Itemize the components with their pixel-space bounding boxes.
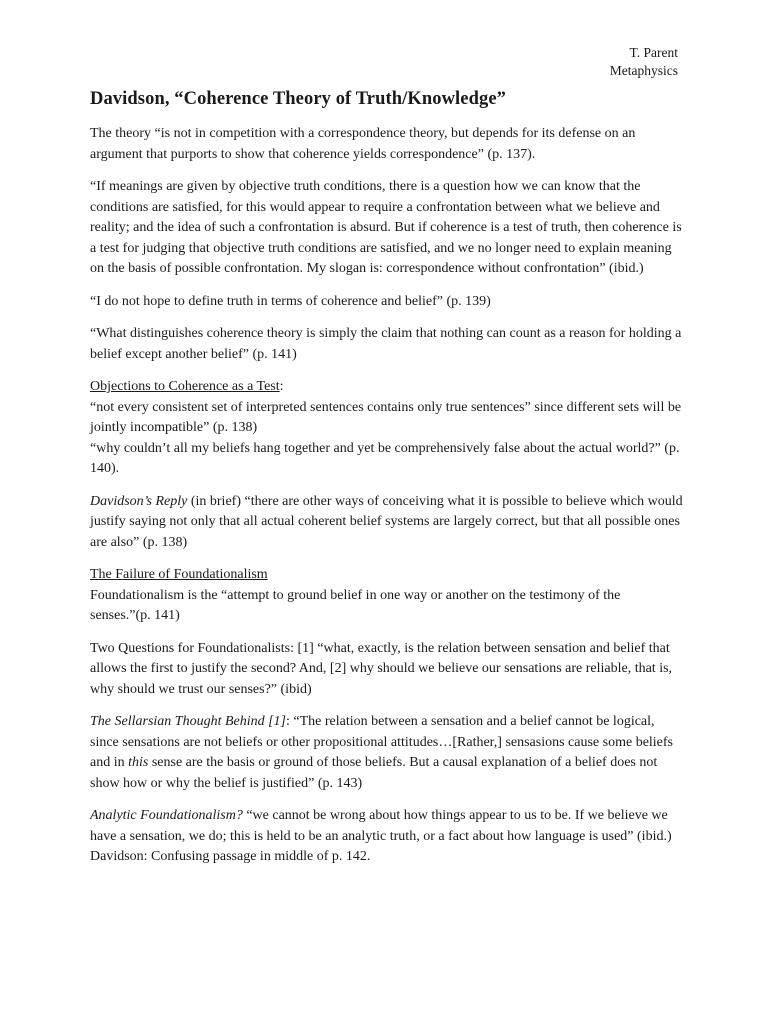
objections-heading-colon: : — [279, 379, 284, 394]
objections-section — [90, 377, 684, 480]
course-name: Metaphysics — [609, 63, 678, 78]
paragraph-theory: The theory “is not in competition with a correspondence theory, but depends for its defense on an argument that purports to show that coherence yields correspondence” (p. 137). — [90, 126, 636, 162]
paragraph-davidson-reply — [90, 492, 684, 554]
sellarsian-emphasis: this — [128, 755, 149, 770]
paragraph-distinguishes: “What distinguishes coherence theory is simply the claim that nothing can count as a reason for holding a belief except another belief” (p. 141) — [90, 326, 682, 362]
objection-item-2: “why couldn’t all my beliefs hang together and yet be comprehensively false about the actual world?” (p. 140). — [90, 440, 680, 476]
foundationalism-heading-line — [90, 565, 684, 586]
reply-label: Davidson’s Reply — [90, 493, 188, 509]
objections-heading-line — [90, 377, 684, 398]
sellarsian-text-b: sense are the basis or ground of those beliefs. But a causal explanation of a belief does not show how or why the belief is justified” (p. 143) — [90, 755, 658, 791]
paragraph-meanings-quote: “If meanings are given by objective truth conditions, there is a question how we can know that the conditions are satisfied, for this would appear to require a confrontation between what we believe and reality; and the idea of such a confrontation is absurd. But if coherence is a test of truth, then coherence is a test for judging that objective truth conditions are satisfied, and we no longer need to explain meaning on the basis of possible confrontation. My slogan is: correspondence without confrontation” (ibid.) — [90, 179, 682, 276]
sellarsian-label: The Sellarsian Thought Behind [1] — [90, 714, 287, 729]
foundationalism-heading: The Failure of Foundationalism — [90, 567, 268, 582]
paragraph-sellarsian — [90, 712, 684, 794]
foundationalism-text: Foundationalism is the “attempt to ground belief in one way or another on the testimony of the senses.”(p. 141) — [90, 587, 621, 623]
sellarsian-text-a: : “The relation between a sensation and a belief cannot be logical, since sensations are not beliefs or other propositional attitudes…[Rather,] sensasions cause some beliefs and in — [90, 714, 674, 770]
paragraph-analytic — [90, 806, 684, 868]
analytic-text: “we cannot be wrong about how things appear to us to be. If we believe we have a sensation, we do; this is held to be an analytic truth, or a fact about how language is used” (ibid.) Davidson: Confusing passage in middle of p. 142. — [90, 808, 672, 864]
author-name: T. Parent — [629, 45, 678, 60]
objection-item-1: “not every consistent set of interpreted sentences contains only true sentences” since different sets will be jointly incompatible” (p. 138) — [90, 399, 682, 435]
analytic-label: Analytic Foundationalism? — [90, 808, 243, 823]
paragraph-two-questions: Two Questions for Foundationalists: [1] “what, exactly, is the relation between sensation and belief that allows the first to justify the second? And, [2] why should we believe our sensations are reliable, that is, why should we trust our senses?” (ibid) — [90, 640, 673, 697]
objections-heading: Objections to Coherence as a Test — [90, 379, 280, 394]
header — [90, 44, 678, 80]
document-page — [90, 44, 684, 880]
foundationalism-section — [90, 565, 684, 627]
document-title: Davidson, “Coherence Theory of Truth/Knowledge” — [90, 89, 506, 109]
paragraph-define-truth: “I do not hope to define truth in terms of coherence and belief” (p. 139) — [90, 293, 491, 309]
reply-text: (in brief) “there are other ways of conceiving what it is possible to believe which would justify saying not only that all actual coherent belief systems are largely correct, but that all possible ones are also” (p. 138) — [90, 493, 683, 550]
